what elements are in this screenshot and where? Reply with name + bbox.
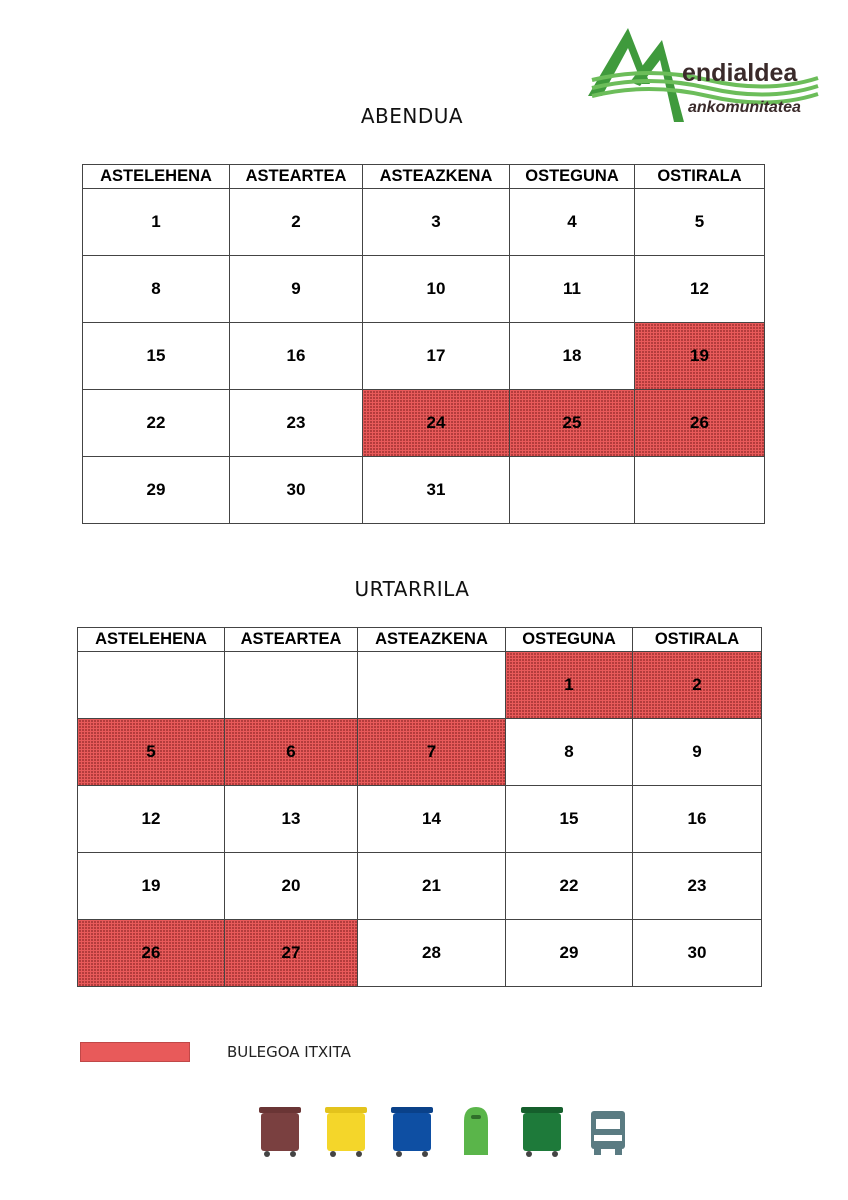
- day-cell: 18: [510, 323, 635, 390]
- week-row: [78, 786, 762, 853]
- day-cell: 30: [633, 920, 762, 987]
- day-cell: 22: [506, 853, 633, 920]
- week-row: [78, 652, 762, 719]
- day-cell: 16: [230, 323, 363, 390]
- day-cell: 12: [78, 786, 225, 853]
- svg-text:endialdea: endialdea: [682, 59, 798, 87]
- day-cell: 23: [633, 853, 762, 920]
- legend-label: BULEGOA ITXITA: [227, 1043, 351, 1061]
- day-cell: 28: [358, 920, 506, 987]
- day-cell: 11: [510, 256, 635, 323]
- day-cell: [635, 457, 765, 524]
- day-cell: 31: [363, 457, 510, 524]
- month-title-urtarrila: URTARRILA: [354, 577, 470, 601]
- day-cell: 3: [363, 189, 510, 256]
- day-cell-closed: 25: [510, 390, 635, 457]
- day-cell: [358, 652, 506, 719]
- weekday-header: OSTEGUNA: [510, 165, 635, 189]
- day-cell: 16: [633, 786, 762, 853]
- day-cell: 20: [225, 853, 358, 920]
- week-row: [83, 390, 765, 457]
- weekday-header: OSTIRALA: [633, 628, 762, 652]
- week-row: [83, 457, 765, 524]
- weekday-header: ASTEAZKENA: [363, 165, 510, 189]
- day-cell: [78, 652, 225, 719]
- day-cell: 10: [363, 256, 510, 323]
- day-cell: 9: [633, 719, 762, 786]
- week-row: [78, 853, 762, 920]
- weekday-header: ASTEARTEA: [230, 165, 363, 189]
- day-cell: 29: [506, 920, 633, 987]
- legend-swatch-closed: [80, 1042, 190, 1062]
- weekday-header: ASTELEHENA: [83, 165, 230, 189]
- day-cell: 23: [230, 390, 363, 457]
- day-cell-closed: 1: [506, 652, 633, 719]
- day-cell: 14: [358, 786, 506, 853]
- day-cell: 8: [83, 256, 230, 323]
- weekday-header: ASTELEHENA: [78, 628, 225, 652]
- yellow-container-icon: [322, 1103, 370, 1159]
- day-cell: 30: [230, 457, 363, 524]
- day-cell-closed: 26: [78, 920, 225, 987]
- weekday-header: OSTEGUNA: [506, 628, 633, 652]
- day-cell: 22: [83, 390, 230, 457]
- month-title-abendua: ABENDUA: [360, 104, 464, 128]
- day-cell: 2: [230, 189, 363, 256]
- day-cell: 13: [225, 786, 358, 853]
- day-cell: [510, 457, 635, 524]
- svg-text:ankomunitatea: ankomunitatea: [688, 99, 801, 116]
- weekday-header: OSTIRALA: [635, 165, 765, 189]
- day-cell-closed: 24: [363, 390, 510, 457]
- week-row: [83, 256, 765, 323]
- header-row: [83, 165, 765, 189]
- day-cell: 15: [83, 323, 230, 390]
- day-cell-closed: 19: [635, 323, 765, 390]
- waste-icons-row: [256, 1103, 636, 1159]
- day-cell: 21: [358, 853, 506, 920]
- day-cell: 12: [635, 256, 765, 323]
- day-cell: 8: [506, 719, 633, 786]
- week-row: [78, 920, 762, 987]
- green-glass-bell-icon: [456, 1103, 496, 1159]
- day-cell: 15: [506, 786, 633, 853]
- day-cell: 9: [230, 256, 363, 323]
- day-cell: [225, 652, 358, 719]
- day-cell-closed: 27: [225, 920, 358, 987]
- weekday-header: ASTEAZKENA: [358, 628, 506, 652]
- blue-container-icon: [388, 1103, 436, 1159]
- day-cell: 4: [510, 189, 635, 256]
- calendar-abendua: [82, 164, 765, 524]
- week-row: [83, 323, 765, 390]
- day-cell: 5: [635, 189, 765, 256]
- day-cell: 1: [83, 189, 230, 256]
- header-row: [78, 628, 762, 652]
- weekday-header: ASTEARTEA: [225, 628, 358, 652]
- day-cell-closed: 2: [633, 652, 762, 719]
- day-cell: 19: [78, 853, 225, 920]
- week-row: [78, 719, 762, 786]
- brown-container-icon: [256, 1103, 304, 1159]
- day-cell: 29: [83, 457, 230, 524]
- day-cell: 17: [363, 323, 510, 390]
- week-row: [83, 189, 765, 256]
- day-cell-closed: 5: [78, 719, 225, 786]
- day-cell-closed: 6: [225, 719, 358, 786]
- calendar-urtarrila: [77, 627, 762, 987]
- dark-green-container-icon: [518, 1103, 566, 1159]
- day-cell-closed: 7: [358, 719, 506, 786]
- day-cell-closed: 26: [635, 390, 765, 457]
- truck-icon: [588, 1103, 628, 1159]
